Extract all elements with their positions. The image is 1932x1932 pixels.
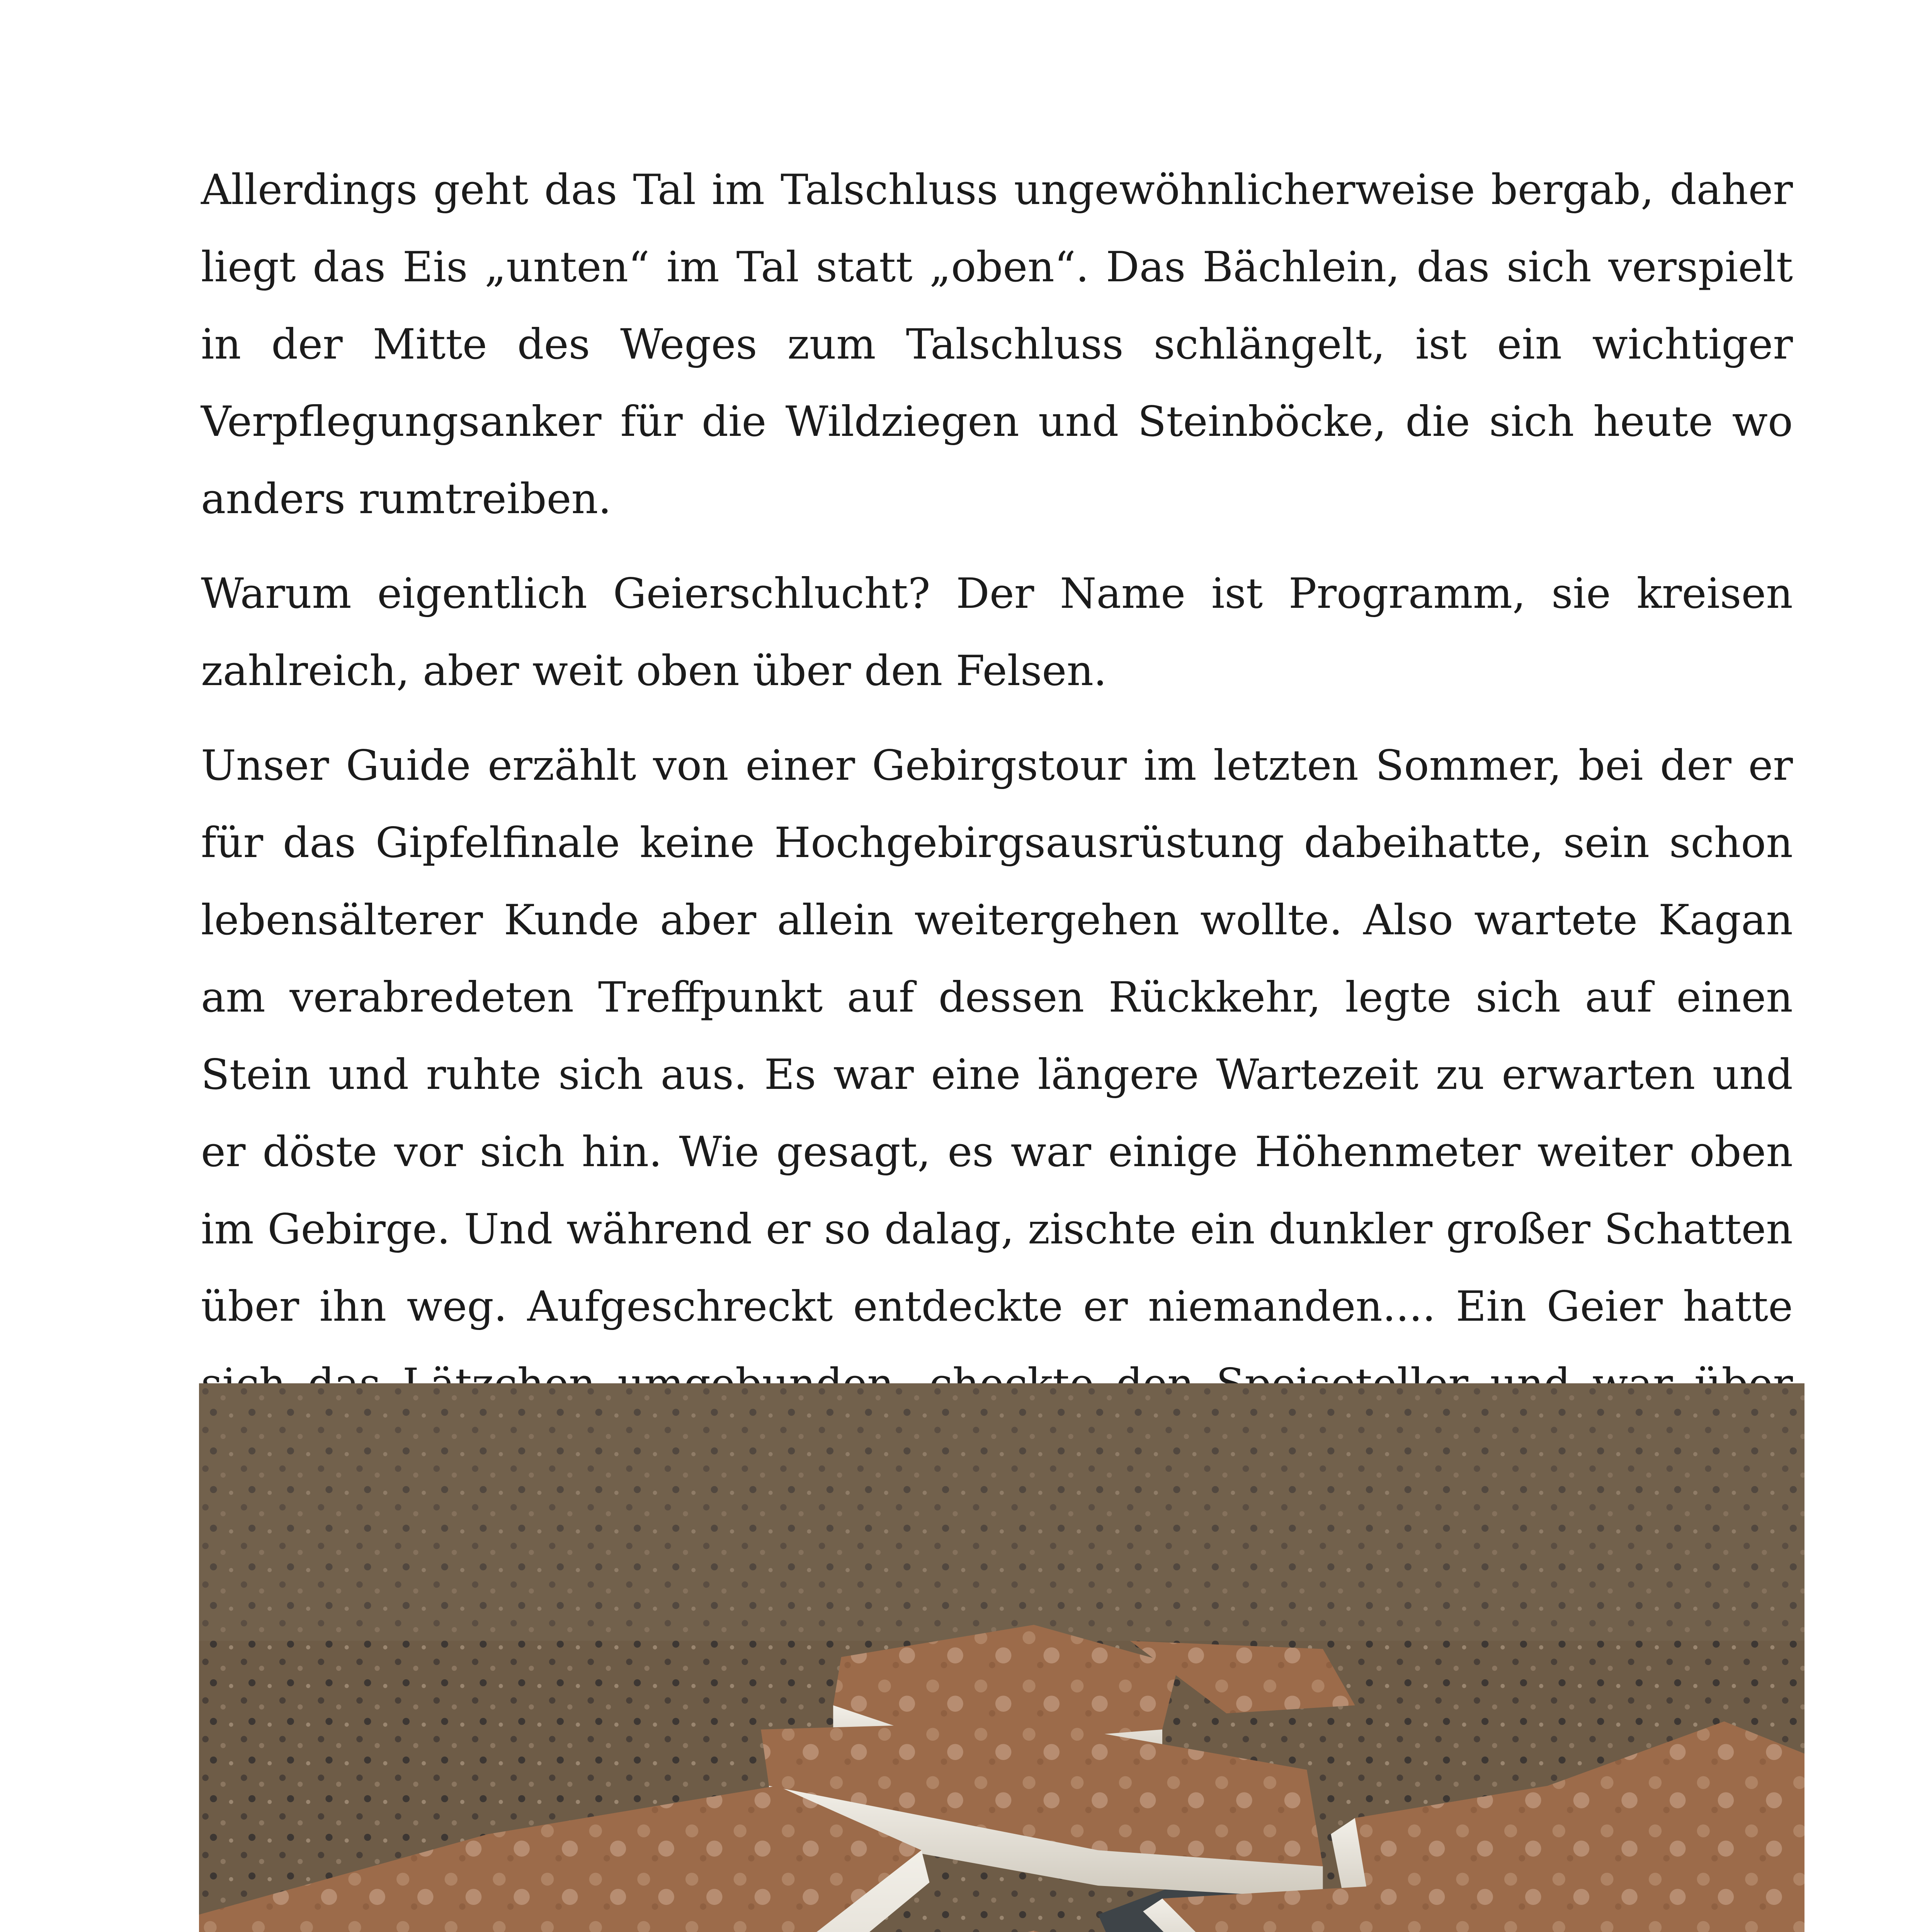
body-text	[201, 151, 1793, 1517]
paragraph-1: Allerdings geht das Tal im Talschluss ungewöhnlicherweise bergab, daher liegt das Eis „unten“ im Tal statt „oben“. Das Bächlein, das sich verspielt in der Mitte des Weges zum Talschluss schlängelt, ist ein wichtiger Verpflegungsanker für die Wildziegen und Steinböcke, die sich heute wo anders rumtreiben.	[201, 166, 1793, 523]
paragraph-3: Unser Guide erzählt von einer Gebirgstour im letzten Sommer, bei der er für das Gipfelfinale keine Hochgebirgsausrüstung dabeihatte, sein schon lebensälterer Kunde aber allein weitergehen wollte. Also wartete Kagan am verabredeten Treffpunkt auf dessen Rückkehr, legte sich auf einen Stein und ruhte sich aus. Es war eine längere Wartezeit zu erwarten und er döste vor sich hin. Wie gesagt, es war einige Höhenmeter weiter oben im Gebirge. Und während er so dalag, zischte ein dunkler großer Schatten über ihn weg. Aufgeschreckt entdeckte er niemanden.... Ein Geier hatte	[201, 742, 1793, 1331]
photo-illustration	[199, 1383, 1804, 1932]
photo-ice-slabs-on-rocky-ground	[199, 1383, 1804, 1932]
paragraph-2: Warum eigentlich Geierschlucht? Der Name ist Programm, sie kreisen zahlreich, aber weit oben über den Felsen.	[201, 570, 1793, 695]
